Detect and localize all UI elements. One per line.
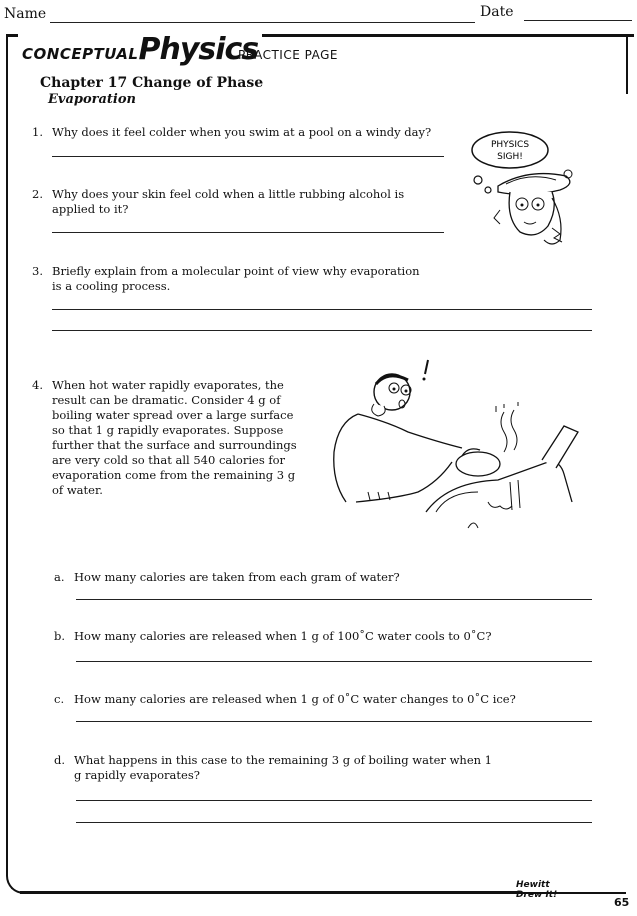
brand-conceptual: CONCEPTUAL <box>22 45 139 63</box>
subquestion-text: How many calories are taken from each gram of water? <box>74 570 400 584</box>
chapter-title: Chapter 17 Change of Phase <box>40 75 264 91</box>
question-text: Why does your skin feel cold when a little rubbing alcohol is applied to it? <box>52 187 405 216</box>
chapter-subtitle: Evaporation <box>48 92 136 107</box>
subquestion-letter: c. <box>54 692 65 706</box>
subquestion-text: How many calories are released when 1 g of 100˚C water cools to 0˚C? <box>74 629 492 643</box>
answer-line[interactable] <box>76 800 592 801</box>
question-number: 2. <box>32 187 43 201</box>
subquestion-letter: b. <box>54 629 66 643</box>
subquestion-text: How many calories are released when 1 g of 0˚C water changes to 0˚C ice? <box>74 692 516 706</box>
answer-line[interactable] <box>76 661 592 662</box>
answer-line[interactable] <box>76 721 592 722</box>
signature: Hewitt Drew It! <box>516 880 558 900</box>
cartoon-physics-sigh <box>448 128 598 258</box>
date-label: Date <box>480 4 514 20</box>
cartoon-boiling-kettle <box>328 352 598 540</box>
name-field[interactable] <box>50 22 475 23</box>
frame-right-rule <box>626 34 628 94</box>
answer-line[interactable] <box>52 330 592 331</box>
subquestion-text: What happens in this case to the remaining 3 g of boiling water when 1 g rapidly evaporates? <box>74 753 492 782</box>
question-text: Briefly explain from a molecular point of view why evaporation is a cooling process. <box>52 264 420 293</box>
brand-logo <box>18 32 262 67</box>
answer-line[interactable] <box>76 822 592 823</box>
question-number: 4. <box>32 378 43 392</box>
question-number: 3. <box>32 264 43 278</box>
page-number: 65 <box>614 896 630 909</box>
question-number: 1. <box>32 125 43 139</box>
frame-bottom-rule <box>20 891 520 894</box>
question-text: When hot water rapidly evaporates, the result can be dramatic. Consider 4 g of boiling water spread over a large surface so that 1 g rapidly evaporates. Suppose further that the surface and surroundings are very cold so that all 540 calories for evaporation come from the remaining 3 g of water. <box>52 378 297 497</box>
answer-line[interactable] <box>52 232 444 233</box>
answer-line[interactable] <box>52 309 592 310</box>
practice-page-label: PRACTICE PAGE <box>238 48 338 62</box>
cartoon-drawing <box>328 352 598 540</box>
answer-line[interactable] <box>52 156 444 157</box>
date-field[interactable] <box>524 20 632 21</box>
bubble-line2: SIGH! <box>497 152 523 162</box>
bubble-line1: PHYSICS <box>490 140 530 150</box>
answer-line[interactable] <box>76 599 592 600</box>
name-label: Name <box>4 6 47 22</box>
subquestion-letter: d. <box>54 753 66 767</box>
cartoon-drawing <box>448 128 598 258</box>
brand-physics: Physics <box>138 32 259 67</box>
subquestion-letter: a. <box>54 570 65 584</box>
question-text: Why does it feel colder when you swim at a pool on a windy day? <box>52 125 432 139</box>
